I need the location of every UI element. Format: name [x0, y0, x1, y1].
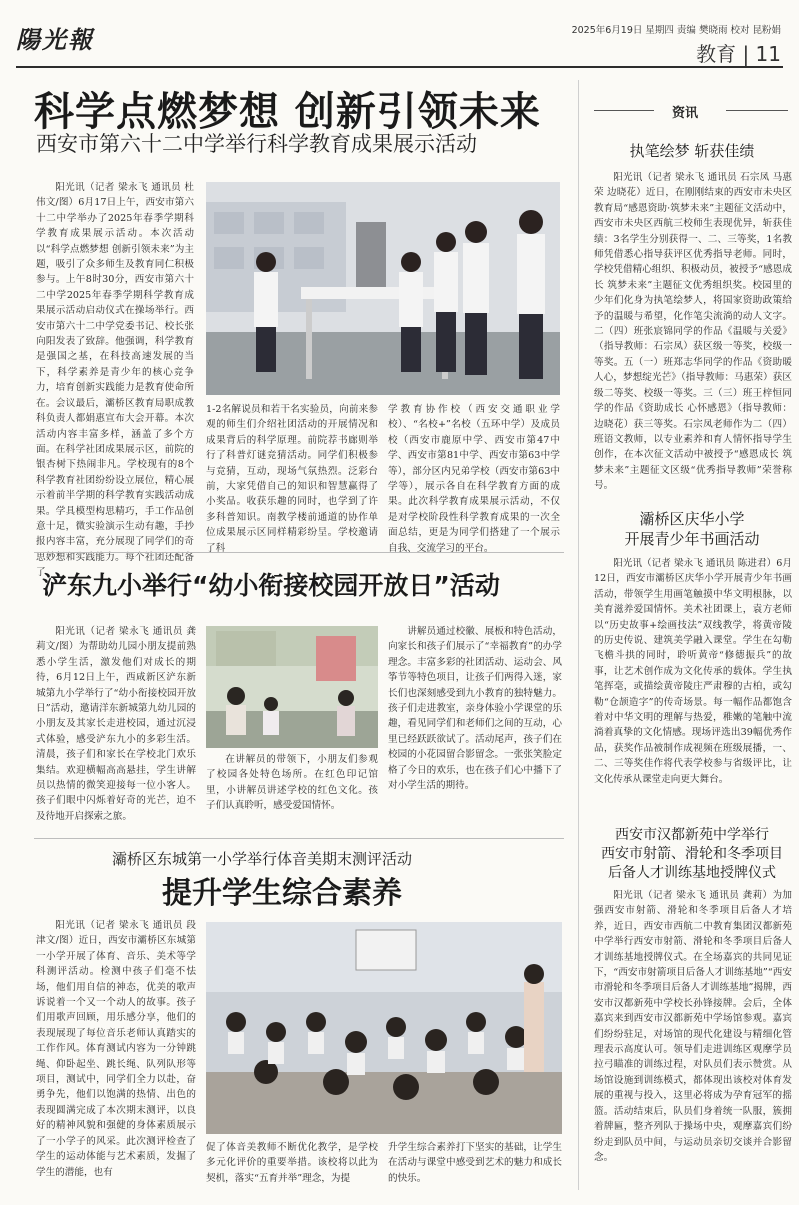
- article3-photo: [206, 922, 562, 1134]
- sidebar-story3-text: 阳光讯（记者 梁永飞 通讯员 龚莉）为加强西安市射箭、滑轮和冬季项目后备人才培养，近日，西安市西航二中教育集团汉都新苑中学举行西安市射箭、滑轮和冬季项目后备人才训练基地授牌仪式。在全场嘉宾的共同见证下，“西安市射箭项目后备人才训练基地”“西安市滑轮和冬季项目后备人才训练基地”揭牌，西安市汉都新苑中学校长孙锋接牌。会后，全体嘉宾来到西安市汉都新苑中学场馆参观。嘉宾们纷纷驻足，对场馆的现代化建设与精细化管理表示高度认可。领导们走进训练区观摩学员拉弓瞄准的训练过程，对队员们表示赞赏。从场馆设施到训练模式，都体现出该校对体育发展的重视与投入，这里必将成为孕育冠军的摇篮。活动结束后，队员们身着统一队服，簇拥着牌匾，整齐列队于操场中央，观摩嘉宾们纷纷走到队员中间，与运动员亲切交谈并合影留念。: [594, 890, 792, 1163]
- article1-col2: 1-2名解说员和若干名实验员，向前来参观的师生们介绍社团活动的开展情况和成果背后的科学原理。前院荐书廊则举行了科普灯谜竞猜活动。同学们积极参与竞猜，互动，现场气氛热烈。泛彩台前，大家凭借自己的知识和智慧赢得了小奖品。收获乐趣的同时，也学到了许多科普知识。南教学楼前通道的协作单位成果展示区同样精彩纷呈。学校邀请了科: [206, 404, 378, 554]
- article2-photo: [206, 626, 378, 748]
- sidebar-story3-title-line2: 西安市射箭、滑轮和冬季项目: [601, 846, 783, 862]
- article1-col1: 阳光讯（记者 梁永飞 通讯员 杜伟文/图）6月17日上午，西安市第六十二中学举办了2025年春季学期科学教育成果展示活动。本次活动以“科学点燃梦想 创新引领未来”为主题，吸引了众多师生及教育同仁积极参与。上午8时30分，西安市第六十二中学2025年春季学期科学教育成果展示活动启动仪式在操场举行。西安市第六十二中学党委书记、校长张向阳发表了致辞。他强调，科学教育是强国之基，在科技高速发展的当下，科学素养是青少年的核心竞争力，培育创新实践能力是教育使命所在。会议最后，灞桥区教育局职成教科负责人都娟惠宣布大会开幕。本次活动内容丰富多样，涵盖了多个方面。在科学社团成果展示区，前院的银杏树下热闹非凡。学校现有的8个科学教育社团纷纷设立展位，精心展示着前半学期的科学教育实践活动成果。学具模型构思精巧，手工作品创意十足，微实验演示生动有趣，手抄报内容丰富，充分展现了同学们的奇思妙想和实践能力。每个社团还配备了: [36, 182, 194, 579]
- sidebar-story3-title-line3: 后备人才训练基地授牌仪式: [608, 865, 776, 881]
- issue-dateline: 2025年6月19日 星期四 责编 樊晓雨 校对 昆粉娟: [571, 25, 781, 36]
- sidebar-label-rule-right: [726, 110, 788, 111]
- article3-col1: 阳光讯（记者 梁永飞 通讯员 段津文/图）近日，西安市灞桥区东城第一小学开展了体育、音乐、美术等学科测评活动。检测中孩子们毫不怯场，他们用自信的神态，优美的歌声诉说着一个又一个动人的故事。孩子们用歌声回顾，用乐感分享，他们的表现展现了每位音乐老师认真踏实的工作作风。体育测试内容为一分钟跳绳、仰卧起坐、跳长绳、队列队形等项目，测试中，同学们全力以赴，奋勇争先，他们以饱满的热情、出色的表现圆满完成了本次期末测评，以良好的精神风貌和强健的身体素质展示了一小学子的风采。此次测评检查了学生的运动体能与艺术素质，发掘了学生的潜能，也有: [36, 920, 196, 1178]
- sidebar-story3-title-line1: 西安市汉都新苑中学举行: [615, 827, 769, 843]
- sidebar-label: 资讯: [672, 106, 699, 121]
- article3-col3: 升学生综合素养打下坚实的基础，让学生在活动与课堂中感受到艺术的魅力和成长的快乐。: [388, 1142, 562, 1184]
- sidebar-label-block: [594, 102, 790, 120]
- article3-col2: 促了体音美教师不断优化教学，是学校多元化评价的重要举措。该校将以此为契机，落实“五育并举”理念，为提: [206, 1142, 378, 1184]
- sidebar-story1-text: 阳光讯（记者 梁永飞 通讯员 石宗凤 马惠荣 边晓花）近日，在刚刚结束的西安市未央区教育局“感恩资助·筑梦未来”主题征文活动中，西安市未央区西航三校师生表现优异，斩获佳绩：3名学生分别获得一、二、三等奖，1名教师凭借悉心指导获评区优秀指导老师。同时，学校凭借精心组织、积极动员，被授予“感恩成长 筑梦未来”主题征文优秀组织奖。校园里的少年们化身为执笔绘梦人，将国家资助政策给予的温暖与希望，化作笔尖流淌的动人文字。二（四）班张宸锦同学的作品《温暖与关爱》（指导教师：石宗凤）获区级一等奖，校级一等奖。五（一）班郑志华同学的作品《资助暖人心，梦想绽光芒》（指导教师：马惠荣）获区级二等奖、校级一等奖。三（三）班王梓恒同学的作品《资助成长 心怀感恩》（指导教师：边晓花）获三等奖。石宗凤老师作为二（四）班语文教师，以专业素养和育人情怀指导学生创作，在本次征文活动中被授予“感恩成长 筑梦未来”主题征文区级“优秀指导教师”荣誉称号。: [594, 172, 792, 492]
- masthead-logo: 陽光報: [16, 25, 94, 54]
- header-rule: [16, 66, 783, 68]
- article1-photo: [206, 182, 560, 395]
- article1-title: 科学点燃梦想 创新引领未来: [34, 89, 541, 135]
- article2-col3: 讲解员通过校徽、展板和特色活动，向家长和孩子们展示了“幸福教育”的办学理念。丰富多彩的社团活动、运动会、风筝节等特色项目，让孩子们两得入迷，家长们也深刻感受到九小教育的独特魅力。孩子们走进教室，亲身体验小学课堂的乐趣，看见同学们和老师们之间的互动，心里已经跃跃欲试了。活动尾声，孩子们在校园的小花园留合影留念。一张张笑脸定格了今日的欢乐，也在孩子们心中播下了对小学生活的期待。: [388, 626, 562, 792]
- article2-bottom-rule: [34, 838, 564, 839]
- sidebar-story2-title-line2: 开展青少年书画活动: [624, 530, 760, 548]
- article1-subtitle: 西安市第六十二中学举行科学教育成果展示活动: [36, 132, 477, 156]
- sidebar-story2-text: 阳光讯（记者 梁永飞 通讯员 陈进君）6月12日，西安市灞桥区庆华小学开展青少年书画活动，带领学生用画笔触摸中华文明根脉，以美育滋养爱国情怀。美术社团课上，袁方老师以“历史故事+绘画技法”双线教学，将黄帝陵的历史传说、建筑美学融入课堂。学生在勾勒飞檐斗拱的同时，聆听黄帝“修德振兵”的故事，让艺术创作成为文化传承的载体。学生执笔挥毫，或描绘黄帝陵庄严肃穆的古柏，或勾勒“仓颉造字”的传奇场景。每一幅作品都饱含着对中华文明的理解与热爱，稚嫩的笔触中流淌着真挚的文化情感。现场评选出39幅优秀作品，获奖作品被制作成视频在班级展播，一、二、三等奖佳作将代表学校参与省级评比，让文化传承从课堂走向更大舞台。: [594, 558, 792, 785]
- article2-photo-caption: 在讲解员的带领下，小朋友们参观了校园各处特色场所。在红色印记馆里，小讲解员讲述学校的红色文化。孩子们认真聆听，感受爱国情怀。: [206, 754, 378, 812]
- article2-col1: 阳光讯（记者 梁永飞 通讯员 龚莉文/图）为帮助幼儿园小朋友提前熟悉小学生活，激发他们对成长的期待，6月12日上午，西咸新区浐东新城第九小学举行了“幼小衔接校园开放日”活动，邀请洋东新城第九幼儿园的小朋友及其家长走进校园，通过沉浸式体验，感受浐东九小的多彩生活。清晨，孩子们和家长在学校北门欢乐集结。欢迎横幅高高悬挂，学生讲解员以热情的微笑迎接每一位小客人。孩子们眼中闪烁着好奇的光芒，迫不及待地开启探索之旅。: [36, 626, 196, 822]
- article3-title: 提升学生综合素养: [162, 876, 402, 911]
- sidebar-story2-title-line1: 灞桥区庆华小学: [639, 510, 745, 528]
- column-separator: [578, 80, 579, 1190]
- article1-col3: 学教育协作校（西安交通职业学校）、“名校+”名校（五环中学）及成员校（西安市鹿原中学、西安市第47中学、西安市第81中学、西安市第63中学等），部分区内兄弟学校（西安市第63中学等），展示各自在科学教育方面的成果。此次科学教育成果展示活动，不仅是对学校阶段性科学教育成果的一次全面总结，更是为同学们搭建了一个展示自我、交流学习的平台。: [388, 404, 560, 554]
- sidebar-story1-title: 执笔绘梦 斩获佳绩: [629, 142, 755, 160]
- article1-bottom-rule: [34, 552, 564, 553]
- sidebar-label-rule-left: [594, 110, 654, 111]
- article3-kicker: 灞桥区东城第一小学举行体音美期末测评活动: [112, 850, 413, 868]
- section-label: 教育 | 11: [696, 42, 781, 66]
- article2-title: 浐东九小举行“幼小衔接校园开放日”活动: [42, 571, 500, 600]
